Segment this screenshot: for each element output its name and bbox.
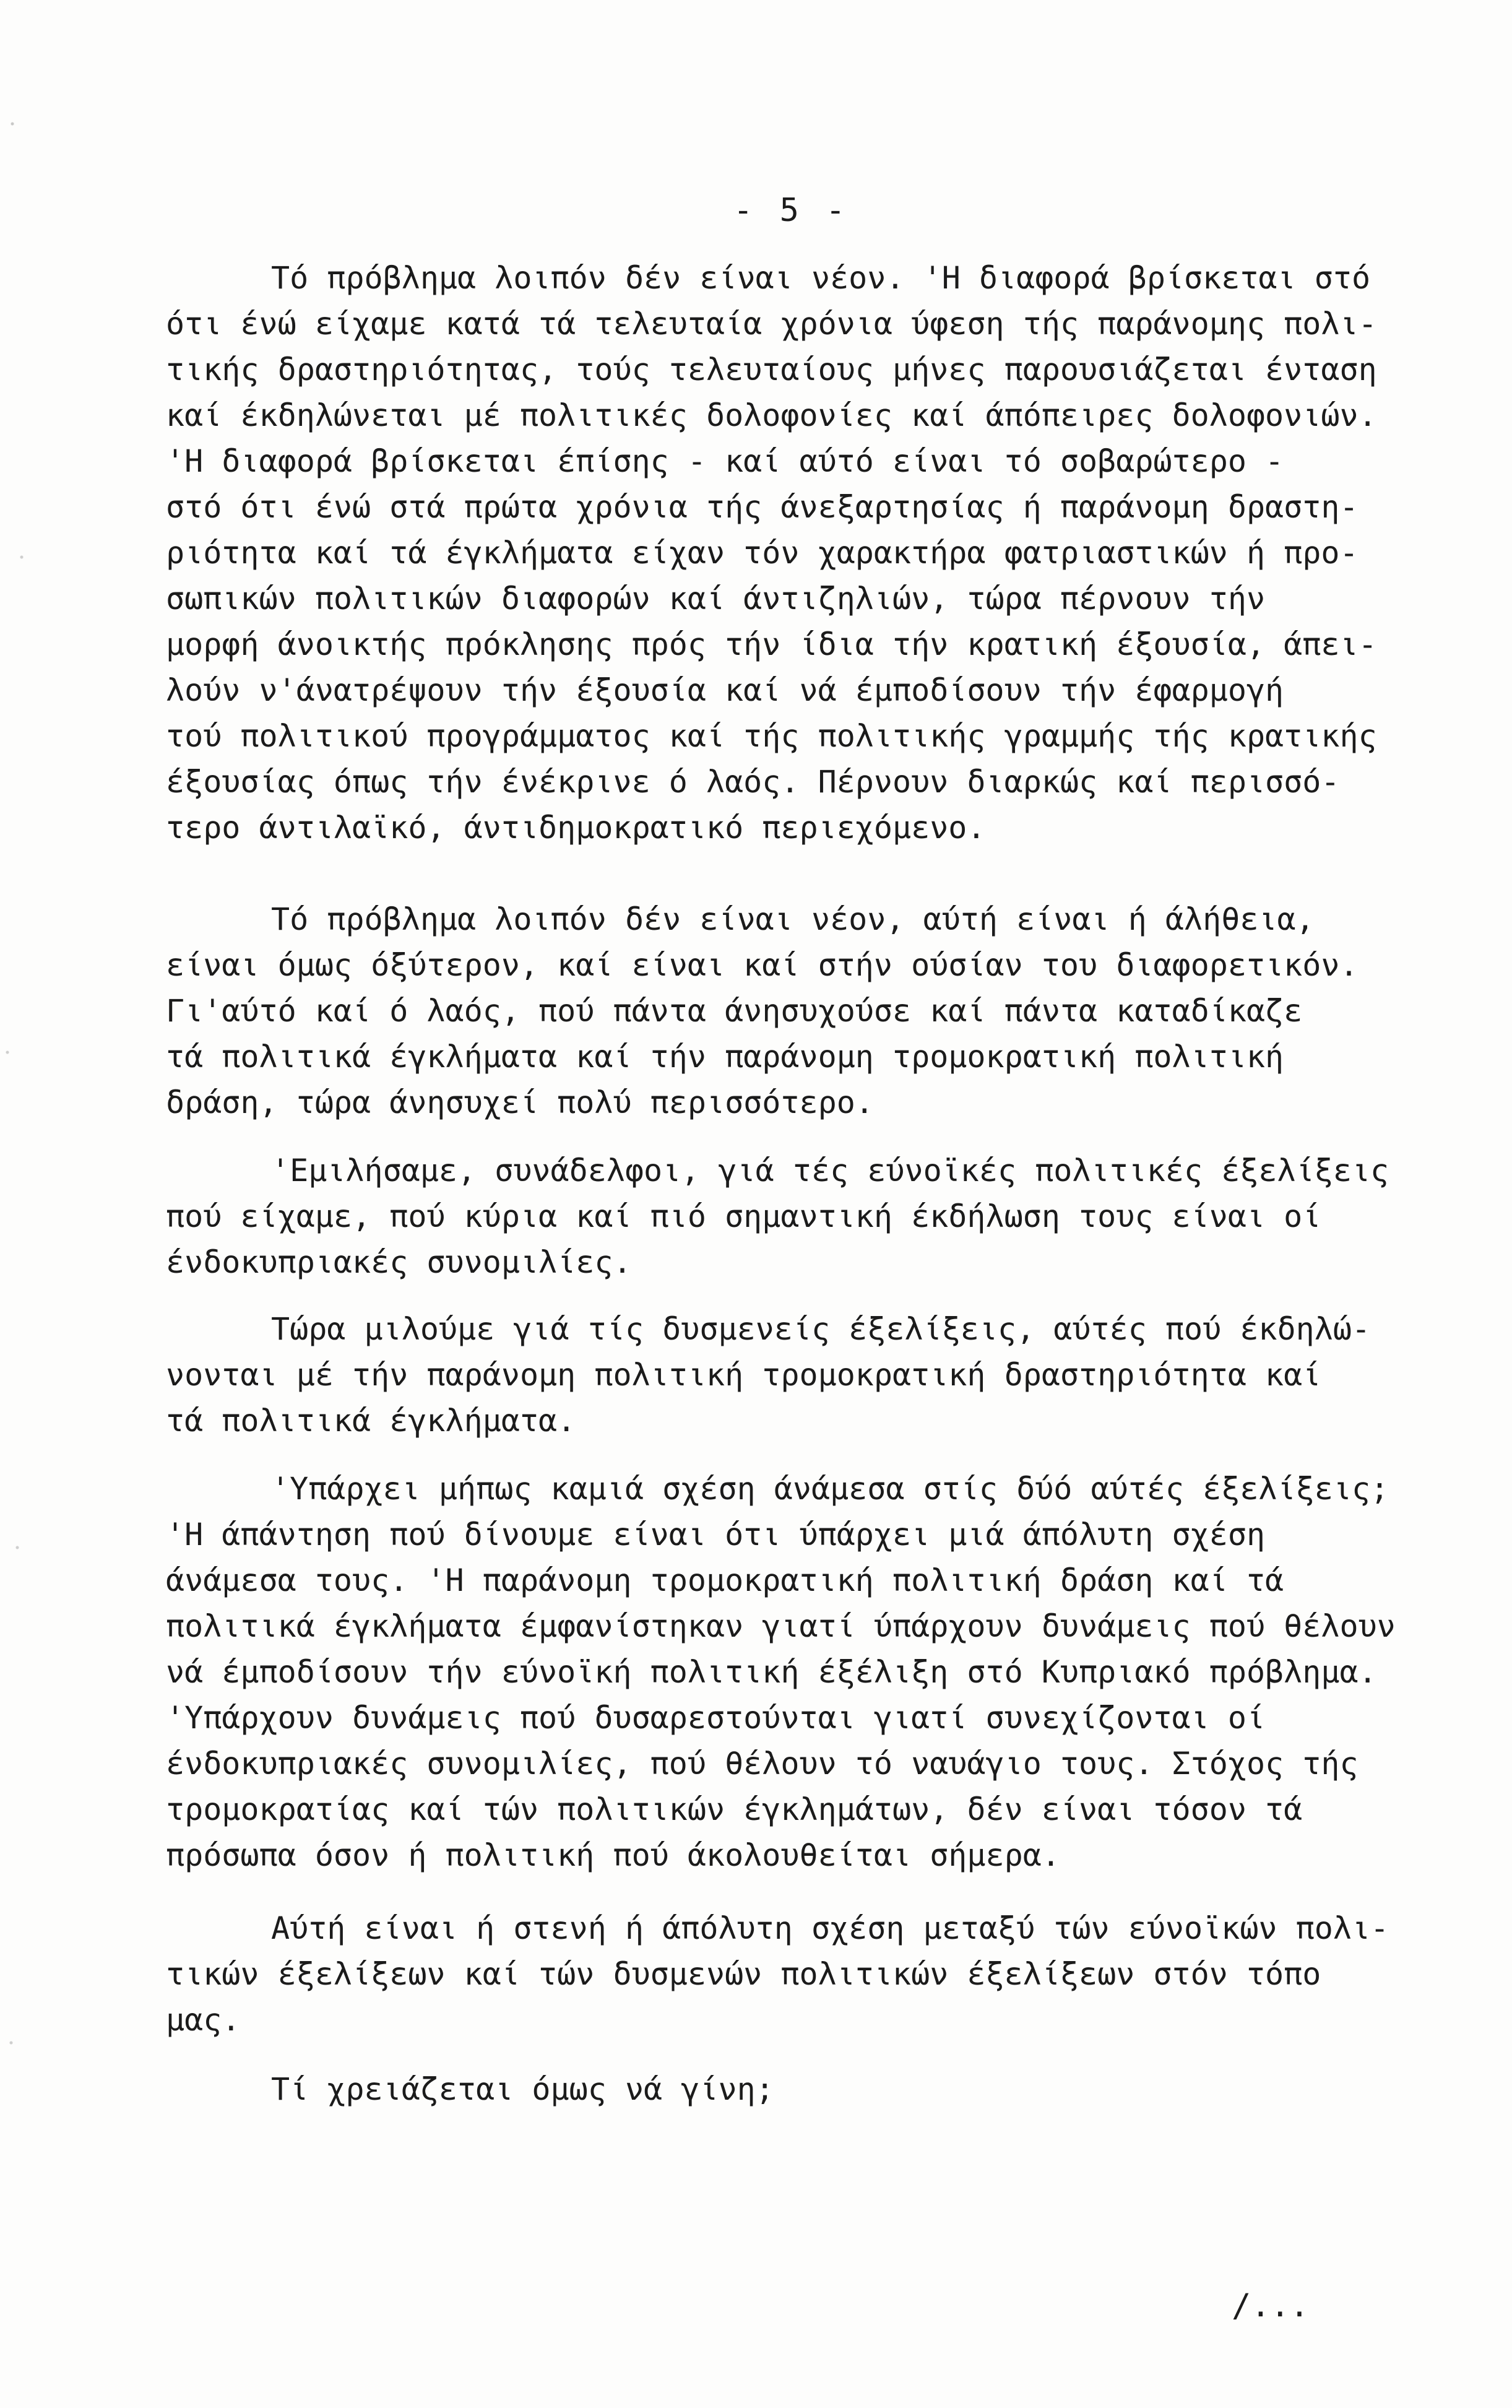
- text-line: δράση, τώρα άνησυχεί πολύ περισσότερο.: [166, 1085, 874, 1120]
- text-line: πού είχαμε, πού κύρια καί πιό σημαντική έκδήλωση τους είναι οί: [166, 1198, 1321, 1234]
- scan-edge-marks: [0, 0, 43, 2408]
- text-line: πολιτικά έγκλήματα έμφανίστηκαν γιατί ύπάρχουν δυνάμεις πού θέλουν: [166, 1608, 1396, 1644]
- text-line: άνάμεσα τους. 'Η παράνομη τρομοκρατική πολιτική δράση καί τά: [166, 1562, 1284, 1598]
- paragraph-7: [166, 2066, 1441, 2112]
- text-line: τρομοκρατίας καί τών πολιτικών έγκλημάτων, δέν είναι τόσον τά: [166, 1791, 1303, 1827]
- text-line: ένδοκυπριακές συνομιλίες, πού θέλουν τό ναυάγιο τους. Στόχος τής: [166, 1746, 1359, 1782]
- text-line: τικών έξελίξεων καί τών δυσμενών πολιτικών έξελίξεων στόν τόπο: [166, 1956, 1321, 1992]
- text-line: Αύτή είναι ή στενή ή άπόλυτη σχέση μεταξύ τών εύνοϊκών πολι-: [271, 1910, 1389, 1946]
- paragraph-5: [166, 1466, 1441, 1878]
- continuation-marker: /...: [1232, 2287, 1310, 2324]
- text-line: τά πολιτικά έγκλήματα.: [166, 1403, 576, 1439]
- text-line: μορφή άνοικτής πρόκλησης πρός τήν ίδια τήν κρατική έξουσία, άπει-: [166, 626, 1377, 662]
- text-line: καί έκδηλώνεται μέ πολιτικές δολοφονίες καί άπόπειρες δολοφονιών.: [166, 397, 1377, 433]
- text-line: τερο άντιλαϊκό, άντιδημοκρατικό περιεχόμενο.: [166, 810, 986, 846]
- text-line: ότι ένώ είχαμε κατά τά τελευταία χρόνια ύφεση τής παράνομης πολι-: [166, 306, 1377, 342]
- text-line: στό ότι ένώ στά πρώτα χρόνια τής άνεξαρτησίας ή παράνομη δραστη-: [166, 489, 1359, 525]
- text-line: έξουσίας όπως τήν ένέκρινε ό λαός. Πέρνουν διαρκώς καί περισσό-: [166, 764, 1340, 800]
- paragraph-3: [166, 1148, 1441, 1285]
- text-line: 'Εμιλήσαμε, συνάδελφοι, γιά τές εύνοϊκές πολιτικές έξελίξεις: [271, 1153, 1389, 1189]
- text-line: πρόσωπα όσον ή πολιτική πού άκολουθείται σήμερα.: [166, 1837, 1060, 1873]
- text-line: Τί χρειάζεται όμως νά γίνη;: [271, 2071, 774, 2107]
- page-number: - 5 -: [733, 192, 849, 229]
- text-line: σωπικών πολιτικών διαφορών καί άντιζηλιών, τώρα πέρνουν τήν: [166, 581, 1266, 617]
- text-line: ένδοκυπριακές συνομιλίες.: [166, 1244, 632, 1280]
- text-line: τά πολιτικά έγκλήματα καί τήν παράνομη τρομοκρατική πολιτική: [166, 1039, 1284, 1075]
- text-line: Γι'αύτό καί ό λαός, πού πάντα άνησυχούσε καί πάντα καταδίκαζε: [166, 993, 1303, 1029]
- text-line: νονται μέ τήν παράνομη πολιτική τρομοκρατική δραστηριότητα καί: [166, 1357, 1321, 1393]
- paragraph-1: [166, 255, 1441, 851]
- paragraph-2: [166, 896, 1441, 1125]
- text-line: μας.: [166, 2002, 241, 2038]
- text-line: 'Υπάρχουν δυνάμεις πού δυσαρεστούνται γιατί συνεχίζονται οί: [166, 1700, 1266, 1736]
- text-line: Τό πρόβλημα λοιπόν δέν είναι νέον, αύτή είναι ή άλήθεια,: [271, 901, 1315, 937]
- text-line: Τώρα μιλούμε γιά τίς δυσμενείς έξελίξεις, αύτές πού έκδηλώ-: [271, 1311, 1371, 1347]
- paragraph-4: [166, 1306, 1441, 1444]
- paragraph-6: [166, 1905, 1441, 2043]
- text-line: νά έμποδίσουν τήν εύνοϊκή πολιτική έξέλιξη στό Κυπριακό πρόβλημα.: [166, 1654, 1377, 1690]
- text-line: είναι όμως όξύτερον, καί είναι καί στήν ούσίαν του διαφορετικόν.: [166, 947, 1359, 983]
- text-line: τού πολιτικού προγράμματος καί τής πολιτικής γραμμής τής κρατικής: [166, 718, 1377, 754]
- text-line: λούν ν'άνατρέψουν τήν έξουσία καί νά έμποδίσουν τήν έφαρμογή: [166, 672, 1284, 708]
- text-line: Τό πρόβλημα λοιπόν δέν είναι νέον. 'Η διαφορά βρίσκεται στό: [271, 260, 1371, 296]
- text-line: τικής δραστηριότητας, τούς τελευταίους μήνες παρουσιάζεται ένταση: [166, 352, 1377, 388]
- text-line: ριότητα καί τά έγκλήματα είχαν τόν χαρακτήρα φατριαστικών ή προ-: [166, 535, 1359, 571]
- text-line: 'Η διαφορά βρίσκεται έπίσης - καί αύτό είναι τό σοβαρώτερο -: [166, 443, 1284, 479]
- text-line: 'Η άπάντηση πού δίνουμε είναι ότι ύπάρχει μιά άπόλυτη σχέση: [166, 1517, 1266, 1553]
- text-line: 'Υπάρχει μήπως καμιά σχέση άνάμεσα στίς δύό αύτές έξελίξεις;: [271, 1471, 1389, 1507]
